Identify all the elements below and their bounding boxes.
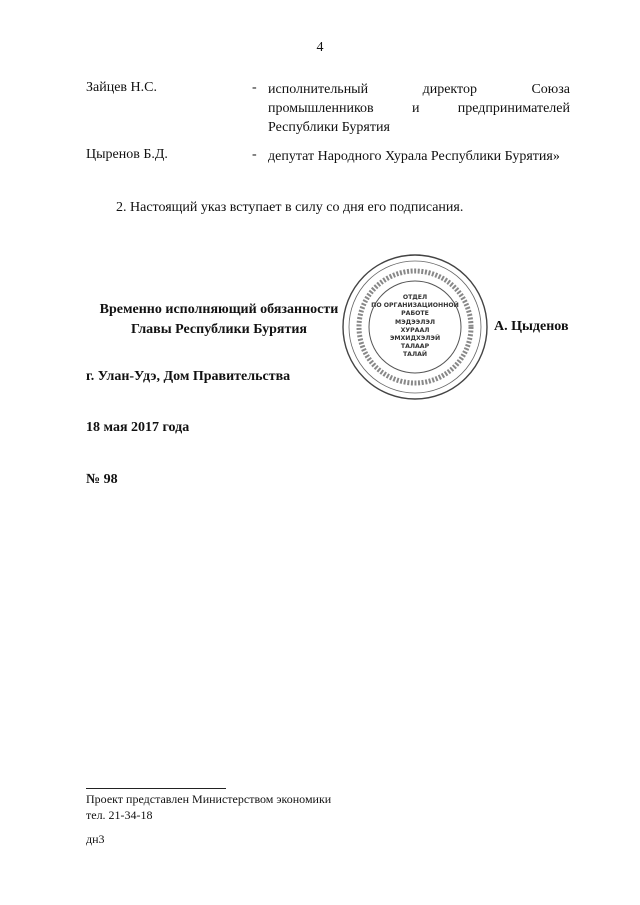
page-number: 4	[316, 40, 324, 55]
footer-prepared-by: Проект представлен Министерством экономики	[86, 792, 332, 806]
footer-divider	[86, 788, 226, 789]
svg-text:ТАЛААР: ТАЛААР	[400, 343, 430, 350]
signature-title	[86, 300, 352, 340]
member-role: исполнительный директор Союза промышленников и предпринимателей Республики Бурятия	[268, 82, 570, 135]
member-role: депутат Народного Хурала Республики Бурятия»	[268, 149, 560, 164]
footer-phone: тел. 21-34-18	[86, 808, 153, 822]
svg-text:ПО ОРГАНИЗАЦИОННОЙ: ПО ОРГАНИЗАЦИОННОЙ	[371, 302, 459, 309]
svg-text:ОТДЕЛ: ОТДЕЛ	[402, 294, 428, 301]
decree-number: № 98	[86, 472, 118, 487]
svg-text:РАБОТЕ: РАБОТЕ	[401, 310, 429, 317]
official-seal	[340, 252, 490, 402]
signature-title-line1: Временно исполняющий обязанности	[99, 302, 339, 317]
member-dash: -	[252, 147, 257, 162]
signatory-name: А. Цыденов	[494, 319, 569, 334]
svg-text:ТАЛАЙ: ТАЛАЙ	[402, 351, 428, 358]
svg-text:МЭДЭЭЛЭЛ: МЭДЭЭЛЭЛ	[394, 319, 436, 326]
member-dash: -	[252, 80, 257, 95]
clause-2: 2. Настоящий указ вступает в силу со дня его подписания.	[116, 200, 464, 215]
member-name: Зайцев Н.С.	[86, 80, 157, 95]
place-line: г. Улан-Удэ, Дом Правительства	[86, 369, 291, 384]
signature-title-line2: Главы Республики Бурятия	[130, 322, 307, 337]
date-line: 18 мая 2017 года	[86, 420, 190, 435]
svg-text:ЭМХИДХЭЛЭЙ: ЭМХИДХЭЛЭЙ	[389, 335, 441, 342]
svg-text:ХУРААЛ: ХУРААЛ	[400, 327, 430, 334]
footer-code: дн3	[86, 832, 105, 846]
member-name: Цыренов Б.Д.	[86, 147, 168, 162]
